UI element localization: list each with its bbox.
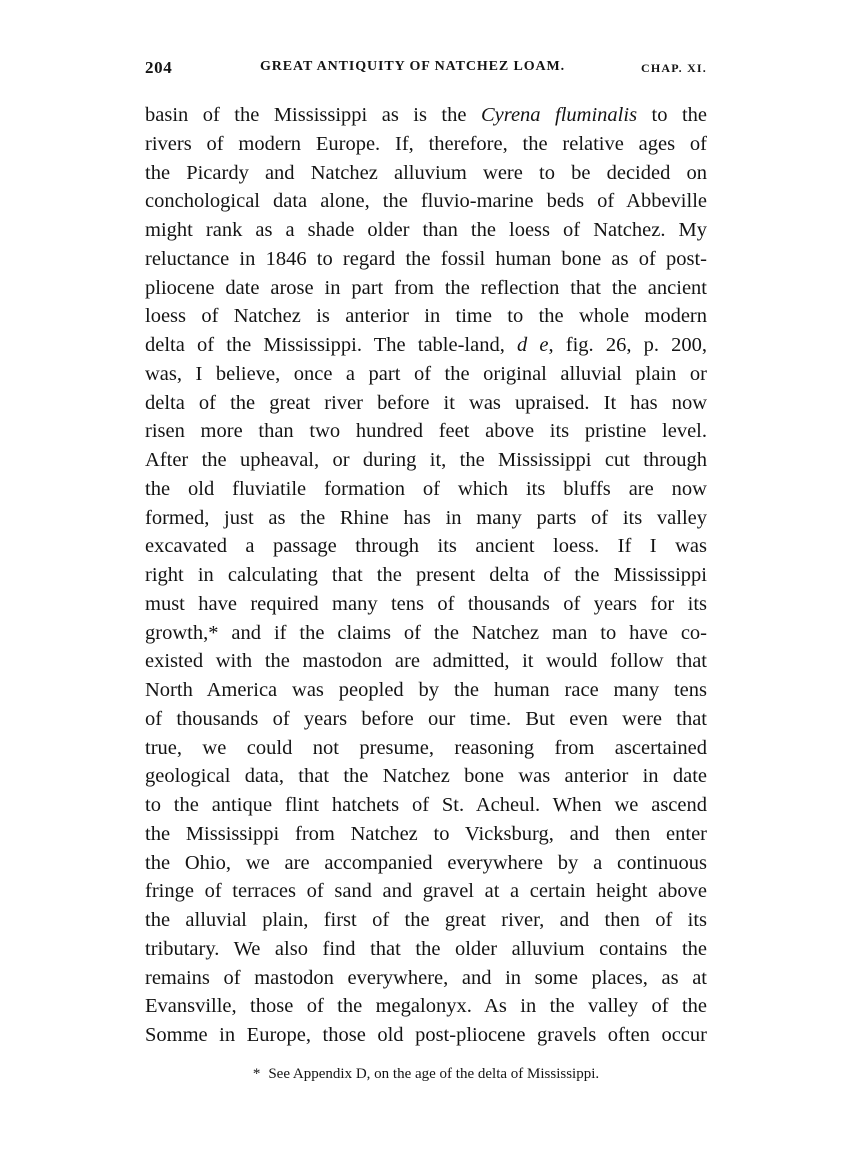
running-title: GREAT ANTIQUITY OF NATCHEZ LOAM. — [260, 59, 566, 74]
body-text — [145, 101, 707, 1050]
text-line: tributary. We also find that the older alluvium contains the — [145, 937, 707, 960]
footnote-text: See Appendix D, on the age of the delta of Mississippi. — [268, 1066, 600, 1082]
text-line: pliocene date arose in part from the reflection that the ancient — [145, 276, 707, 299]
text-line: of thousands of years before our time. But even were that — [145, 707, 707, 730]
chapter-label: CHAP. XI. — [640, 61, 707, 75]
text-line: the Picardy and Natchez alluvium were to be decided on — [145, 161, 707, 184]
text-line: the old fluviatile formation of which its bluffs are now — [145, 477, 707, 500]
text-line: must have required many tens of thousands of years for its — [145, 592, 707, 615]
text-line: formed, just as the Rhine has in many parts of its valley — [145, 506, 707, 529]
text-line: rivers of modern Europe. If, therefore, the relative ages of — [145, 132, 707, 155]
text-line: North America was peopled by the human race many tens — [145, 679, 707, 701]
text-line: remains of mastodon everywhere, and in some places, as at — [145, 966, 707, 989]
text-line: basin of the Mississippi as is the Cyrena fluminalis to the — [145, 104, 707, 126]
text-line: excavated a passage through its ancient loess. If I was — [145, 535, 707, 558]
text-line: conchological data alone, the fluvio-marine beds of Abbeville — [145, 190, 707, 213]
text-line: delta of the great river before it was upraised. It has now — [145, 391, 707, 414]
text-line: the Mississippi from Natchez to Vicksburg, and then enter — [145, 822, 707, 845]
text-line: right in calculating that the present delta of the Mississippi — [145, 564, 707, 586]
text-line: Somme in Europe, those old post-pliocene gravels often occur — [145, 1024, 707, 1046]
text-line: After the upheaval, or during it, the Mississippi cut through — [145, 449, 707, 471]
text-line: geological data, that the Natchez bone was anterior in date — [145, 765, 707, 788]
footnote — [145, 1066, 707, 1083]
figure-reference: d e — [517, 334, 549, 356]
text-line: growth,* and if the claims of the Natchez man to have co- — [145, 621, 707, 644]
text-line: risen more than two hundred feet above its pristine level. — [145, 420, 707, 443]
text-line: true, we could not presume, reasoning from ascertained — [145, 736, 707, 759]
text-line: the alluvial plain, first of the great river, and then of its — [145, 909, 707, 931]
text-line: reluctance in 1846 to regard the fossil human bone as of post- — [145, 247, 707, 270]
species-name: Cyrena fluminalis — [480, 104, 638, 126]
text-line: might rank as a shade older than the loess of Natchez. My — [145, 219, 707, 241]
running-head — [145, 58, 707, 88]
text-line: fringe of terraces of sand and gravel at a certain height above — [145, 880, 707, 903]
text-line: delta of the Mississippi. The table-land, d e, fig. 26, p. 200, — [145, 334, 707, 356]
text-line: Evansville, those of the megalonyx. As in the valley of the — [145, 995, 707, 1018]
text-line: existed with the mastodon are admitted, it would follow that — [145, 650, 707, 673]
text-line: was, I believe, once a part of the original alluvial plain or — [145, 362, 707, 385]
footnote-marker: * — [252, 1066, 261, 1082]
text-line: the Ohio, we are accompanied everywhere by a continuous — [145, 851, 707, 874]
text-line: to the antique flint hatchets of St. Acheul. When we ascend — [145, 794, 707, 816]
page-number: 204 — [145, 58, 173, 77]
text-line: loess of Natchez is anterior in time to the whole modern — [145, 305, 707, 328]
